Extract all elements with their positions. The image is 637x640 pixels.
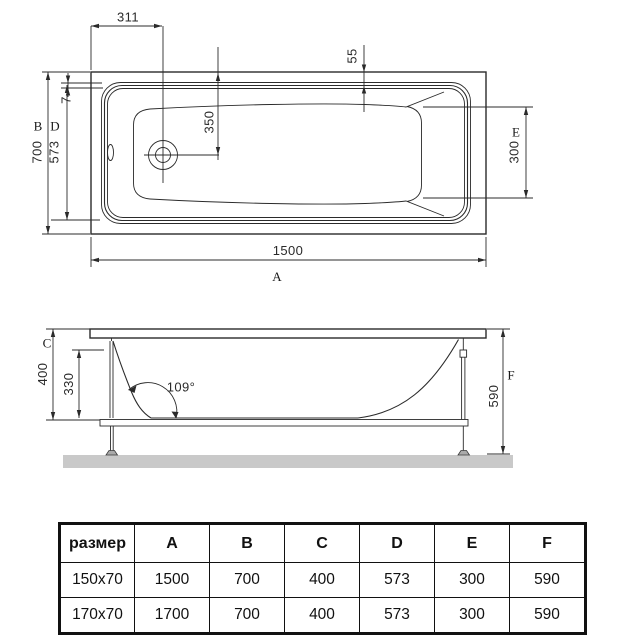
tub-outline-top xyxy=(91,72,486,234)
dimension-7 xyxy=(59,73,103,104)
dimension-e-300 xyxy=(423,107,533,198)
dimension-55 xyxy=(345,45,367,112)
cell-size: 170x70 xyxy=(60,598,135,634)
dimension-311 xyxy=(91,10,162,71)
cell-b: 700 xyxy=(210,563,285,598)
table-row xyxy=(60,563,586,598)
dim-311-label: 311 xyxy=(117,9,139,25)
header-e: E xyxy=(435,524,510,563)
dim-400-label: 400 xyxy=(35,362,51,386)
cell-d: 573 xyxy=(360,563,435,598)
header-d: D xyxy=(360,524,435,563)
dim-350-label: 350 xyxy=(201,110,217,134)
table-row xyxy=(60,598,586,634)
dimension-330 xyxy=(61,350,104,418)
dimension-d-573 xyxy=(47,85,100,220)
dimension-angle-109 xyxy=(129,380,196,419)
header-size: размер xyxy=(60,524,135,563)
cell-e: 300 xyxy=(435,563,510,598)
drain-hole xyxy=(144,26,219,183)
label-b: B xyxy=(33,118,43,134)
cell-size: 150x70 xyxy=(60,563,135,598)
cell-f: 590 xyxy=(510,598,586,634)
floor-surface xyxy=(63,455,513,468)
header-a: A xyxy=(135,524,210,563)
cell-b: 700 xyxy=(210,598,285,634)
label-c: C xyxy=(42,335,52,351)
dim-590-label: 590 xyxy=(486,384,502,408)
dimensions-table xyxy=(58,522,587,635)
cell-e: 300 xyxy=(435,598,510,634)
dim-330-label: 330 xyxy=(61,372,77,396)
label-e: E xyxy=(512,124,520,140)
cell-d: 573 xyxy=(360,598,435,634)
cell-a: 1500 xyxy=(135,563,210,598)
dim-700-label: 700 xyxy=(29,140,45,164)
header-c: C xyxy=(285,524,360,563)
tub-outline-side xyxy=(90,329,486,418)
dim-7-label: 7 xyxy=(58,96,74,104)
dim-300-label: 300 xyxy=(506,140,522,164)
label-f: F xyxy=(507,367,515,383)
dim-55-label: 55 xyxy=(344,48,360,64)
cell-c: 400 xyxy=(285,598,360,634)
dimension-350 xyxy=(202,47,221,160)
side-view xyxy=(35,329,515,468)
support-frame xyxy=(100,338,470,455)
label-d: D xyxy=(50,118,60,134)
dim-573-label: 573 xyxy=(46,140,62,164)
dim-1500-label: 1500 xyxy=(272,243,304,258)
dim-109-label: 109° xyxy=(166,379,196,395)
right-foot xyxy=(458,451,470,456)
header-b: B xyxy=(210,524,285,563)
cell-c: 400 xyxy=(285,563,360,598)
overflow-hole xyxy=(108,145,114,161)
label-a: A xyxy=(272,269,282,284)
dimension-1500-a xyxy=(91,237,486,284)
cell-f: 590 xyxy=(510,563,586,598)
cell-a: 1700 xyxy=(135,598,210,634)
dimension-f-590 xyxy=(486,329,515,454)
top-view xyxy=(30,10,533,285)
header-f: F xyxy=(510,524,586,563)
table-header-row xyxy=(60,524,586,563)
left-foot xyxy=(106,451,118,456)
